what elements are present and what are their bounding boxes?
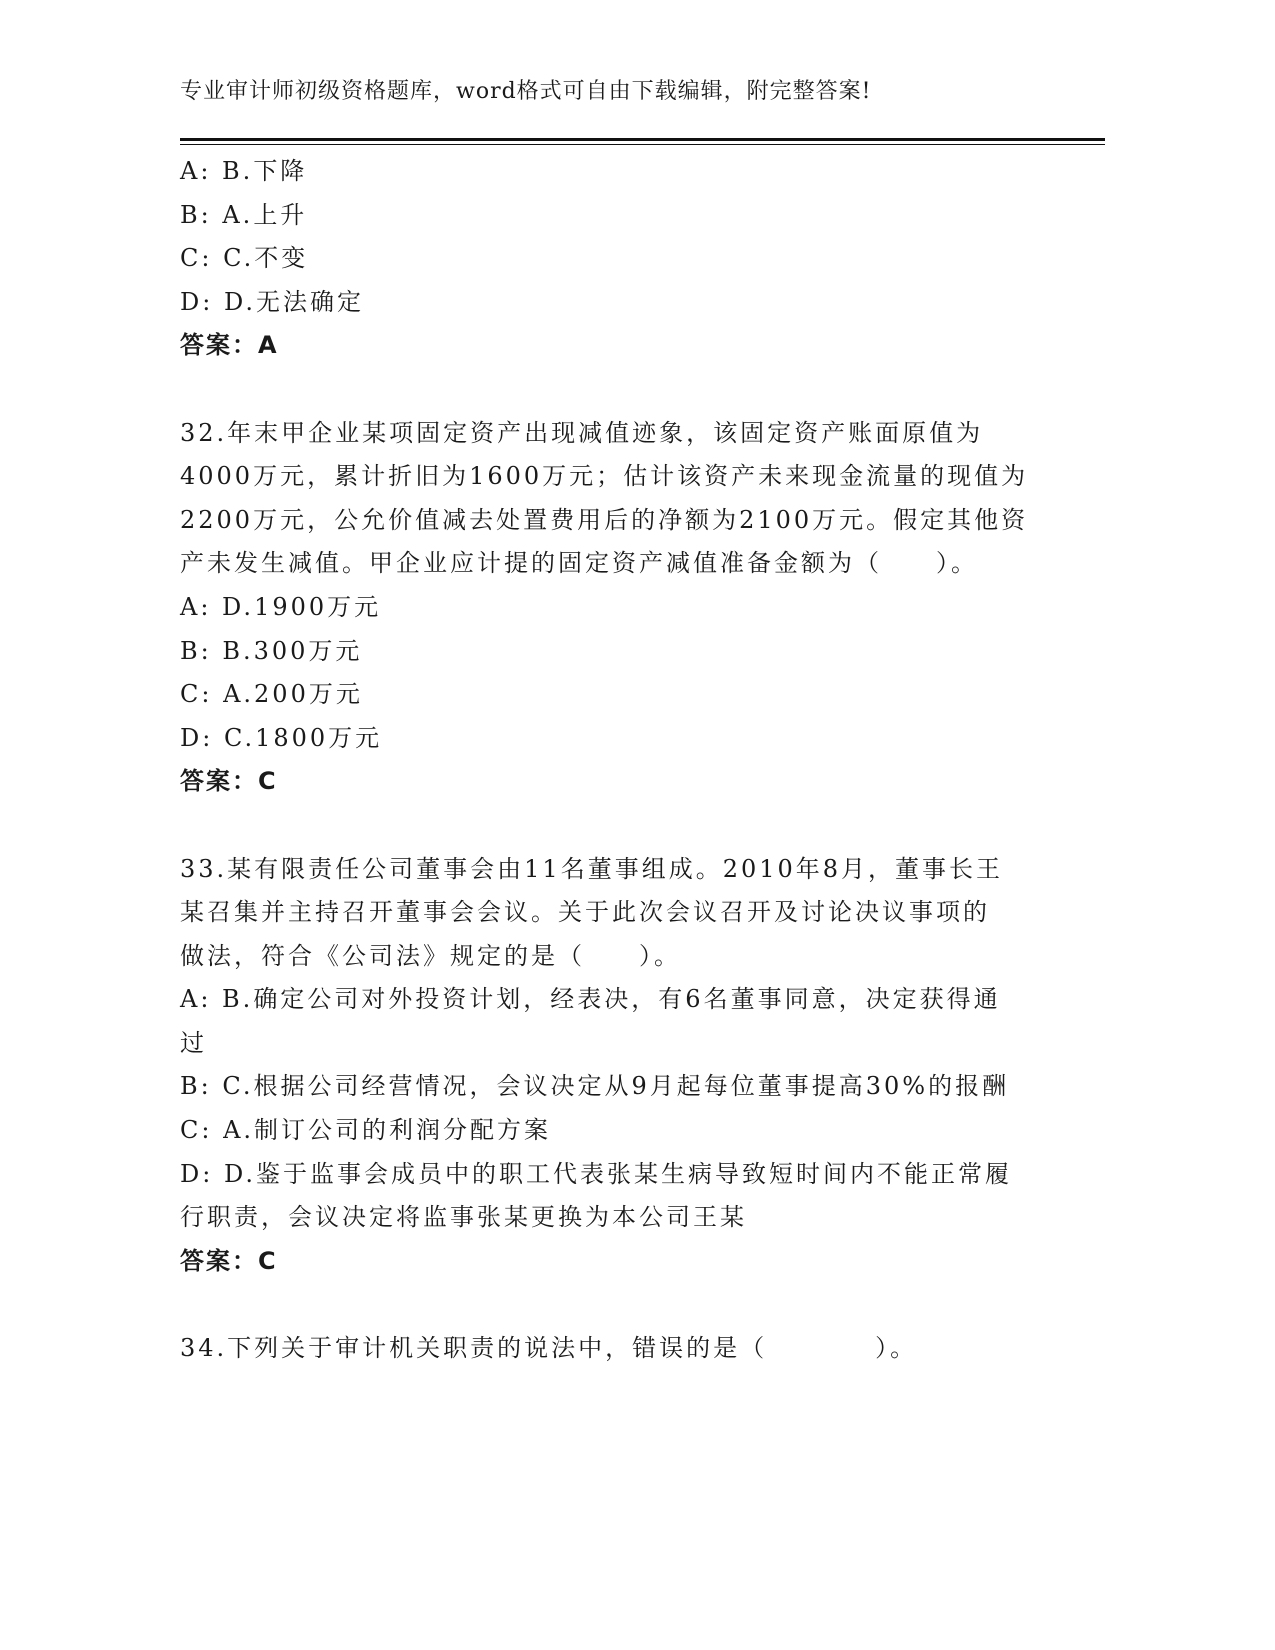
option-c: C: A.制订公司的利润分配方案 [180,1116,552,1145]
option-b: B: C.根据公司经营情况，会议决定从9月起每位董事提高30%的报酬 [180,1072,1010,1101]
option-c: C: C.不变 [180,244,309,273]
question-text-line: 某召集并主持召开董事会会议。关于此次会议召开及讨论决议事项的 [180,898,990,927]
question-text-line: 33.某有限责任公司董事会由11名董事组成。2010年8月，董事长王 [180,854,1004,883]
question-content [180,150,1030,1371]
question-text-line: 产未发生减值。甲企业应计提的固定资产减值准备金额为（ ）。 [180,549,978,578]
option-d-continued: 行职责，会议决定将监事张某更换为本公司王某 [180,1203,747,1232]
option-a: A: B.确定公司对外投资计划，经表决，有6名董事同意，决定获得通 [180,985,1001,1014]
answer: 答案：C [180,767,278,796]
spacer [180,368,1030,412]
option-a: A: D.1900万元 [180,592,382,621]
question-text-line: 4000万元，累计折旧为1600万元；估计该资产未来现金流量的现值为 [180,462,1029,491]
question-text-line: 34.下列关于审计机关职责的说法中，错误的是（ ）。 [180,1334,918,1363]
question-text-line: 32.年末甲企业某项固定资产出现减值迹象，该固定资产账面原值为 [180,418,984,447]
option-c: C: A.200万元 [180,680,363,709]
question-text-line: 做法，符合《公司法》规定的是（ ）。 [180,941,681,970]
question-text-line: 2200万元，公允价值减去处置费用后的净额为2100万元。假定其他资 [180,505,1029,534]
question-32 [180,412,1030,804]
question-33 [180,848,1030,1284]
question-34 [180,1327,1030,1371]
answer: 答案：A [180,331,279,360]
spacer [180,1283,1030,1327]
option-d: D: C.1800万元 [180,723,383,752]
option-a: A: B.下降 [180,157,308,185]
option-a-continued: 过 [180,1028,207,1057]
option-d: D: D.无法确定 [180,287,364,316]
option-b: B: A.上升 [180,200,308,229]
answer: 答案：C [180,1246,278,1275]
header-rule-thick [180,138,1105,141]
header-rule-thin [180,144,1105,145]
page-header: 专业审计师初级资格题库，word格式可自由下载编辑，附完整答案! [180,79,872,104]
option-b: B: B.300万元 [180,636,363,665]
spacer [180,804,1030,848]
option-d: D: D.鉴于监事会成员中的职工代表张某生病导致短时间内不能正常履 [180,1159,1012,1188]
question-31 [180,150,1030,368]
